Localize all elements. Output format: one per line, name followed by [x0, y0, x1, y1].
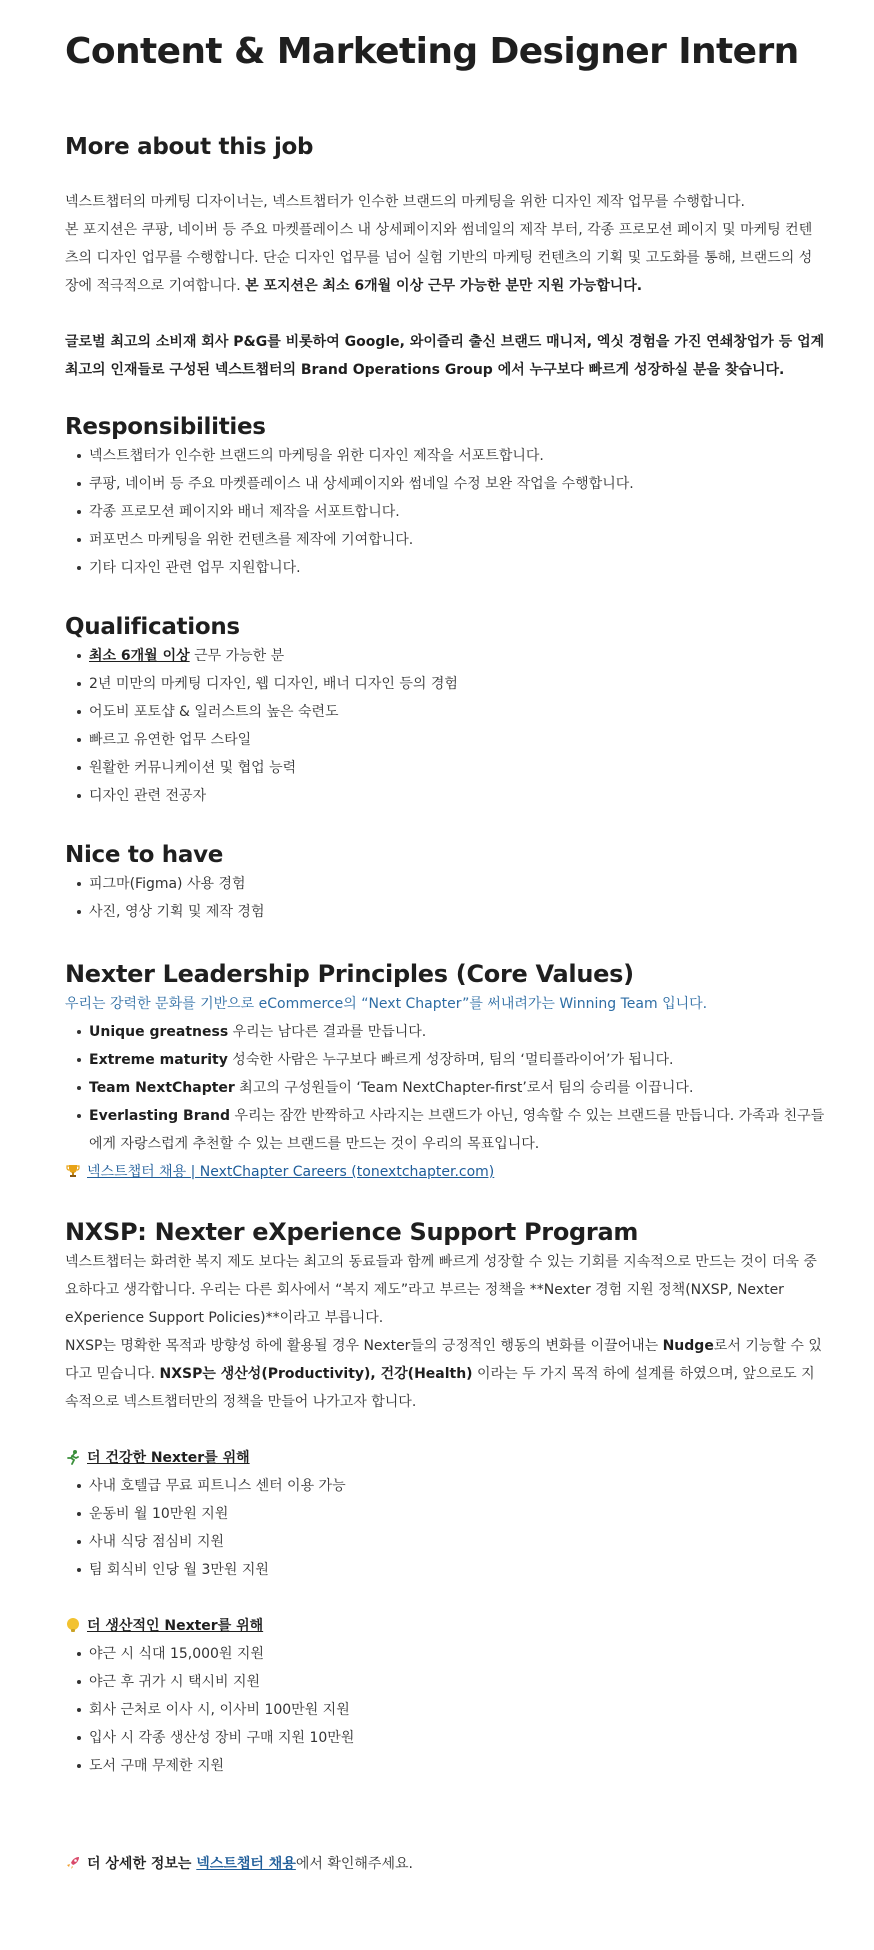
list-item: 원활한 커뮤니케이션 및 협업 능력 [77, 754, 825, 782]
careers-line [65, 1158, 825, 1186]
responsibilities-heading: Responsibilities [65, 414, 266, 440]
principle-text: 우리는 잠깐 반짝하고 사라지는 브랜드가 아닌, 영속할 수 있는 브랜드를 만듭니다. 가족과 친구들에게 자랑스럽게 추천할 수 있는 브랜드를 만드는 것이 우리의 목표입니다. [89, 1108, 825, 1152]
qualifications-heading: Qualifications [65, 614, 240, 640]
trophy-icon [65, 1161, 81, 1177]
list-item: 사진, 영상 기획 및 제작 경험 [77, 898, 825, 926]
list-item: 퍼포먼스 마케팅을 위한 컨텐츠를 제작에 기여합니다. [77, 526, 825, 554]
principle-text: 최고의 구성원들이 ‘Team NextChapter-first’로서 팀의 승리를 이끕니다. [234, 1080, 694, 1096]
principle-text: 성숙한 사람은 누구보다 빠르게 성장하며, 팀의 ‘멀티플라이어’가 됩니다. [227, 1052, 674, 1068]
productivity-title: 더 생산적인 Nexter를 위해 [87, 1618, 264, 1634]
list-item [77, 1018, 825, 1046]
nxsp-heading: NXSP: Nexter eXperience Support Program [65, 1218, 639, 1246]
principle-name: Extreme maturity [89, 1052, 228, 1068]
principles-heading: Nexter Leadership Principles (Core Values) [65, 960, 634, 988]
list-item: 입사 시 각종 생산성 장비 구매 지원 10만원 [77, 1724, 825, 1752]
nxsp-text: NXSP는 명확한 목적과 방향성 하에 활용될 경우 Nexter들의 긍정적인 행동의 변화를 이끌어내는 [65, 1338, 663, 1354]
about-section [65, 188, 825, 384]
job-content [65, 0, 825, 1878]
list-item: 어도비 포토샵 & 일러스트의 높은 숙련도 [77, 698, 825, 726]
responsibilities-list [65, 442, 825, 582]
about-line-1: 넥스트챕터의 마케팅 디자이너는, 넥스트챕터가 인수한 브랜드의 마케팅을 위한 디자인 제작 업무를 수행합니다. [65, 194, 745, 210]
list-item [77, 642, 825, 670]
health-list [65, 1472, 825, 1584]
footer-bold: 더 상세한 정보는 [87, 1856, 197, 1872]
productivity-title-line [65, 1612, 825, 1640]
list-item: 팀 회식비 인당 월 3만원 지원 [77, 1556, 825, 1584]
footer-rest: 에서 확인해주세요. [295, 1856, 413, 1872]
principle-name: Everlasting Brand [89, 1108, 231, 1124]
nice-to-have-heading: Nice to have [65, 842, 224, 868]
list-item: 회사 근처로 이사 시, 이사비 100만원 지원 [77, 1696, 825, 1724]
list-item [77, 1046, 825, 1074]
lightbulb-icon [65, 1615, 81, 1631]
rocket-icon [65, 1853, 81, 1869]
page-title: Content & Marketing Designer Intern [65, 31, 799, 72]
principles-list [65, 1018, 825, 1158]
principle-name: Unique greatness [89, 1024, 229, 1040]
runner-icon [65, 1447, 81, 1463]
list-item: 2년 미만의 마케팅 디자인, 웹 디자인, 배너 디자인 등의 경험 [77, 670, 825, 698]
list-item: 운동비 월 10만원 지원 [77, 1500, 825, 1528]
min-period-rest: 근무 가능한 분 [189, 648, 285, 664]
list-item: 기타 디자인 관련 업무 지원합니다. [77, 554, 825, 582]
footer-line [65, 1850, 825, 1878]
list-item: 각종 프로모션 페이지와 배너 제작을 서포트합니다. [77, 498, 825, 526]
principle-text: 우리는 남다른 결과를 만듭니다. [228, 1024, 427, 1040]
about-heading: More about this job [65, 134, 314, 160]
nxsp-text: 이라는 두 가지 목적 하에 설계를 하였으며, 앞으로도 지속적으로 넥스트챕터만의 정책을 만들어 나가고자 합니다. [65, 1366, 815, 1410]
list-item: 넥스트챕터가 인수한 브랜드의 마케팅을 위한 디자인 제작을 서포트합니다. [77, 442, 825, 470]
list-item: 빠르고 유연한 업무 스타일 [77, 726, 825, 754]
footer-careers-link[interactable]: 넥스트챕터 채용 [196, 1856, 296, 1872]
careers-link[interactable]: 넥스트챕터 채용 | NextChapter Careers (tonextchapter.com) [87, 1164, 495, 1180]
nxsp-paragraph-2 [65, 1332, 825, 1416]
about-group-text: 글로벌 최고의 소비재 회사 P&G를 비롯하여 Google, 와이즐리 출신 브랜드 매니저, 엑싯 경험을 가진 연쇄창업가 등 업계 최고의 인재들로 구성된 넥스트챕터의 Brand Operations Group 에서 누구보다 빠르게 성장하실 분을 찾습니다. [65, 334, 825, 378]
about-body: 본 포지션은 쿠팡, 네이버 등 주요 마켓플레이스 내 상세페이지와 썸네일의 제작 부터, 각종 프로모션 페이지 및 마케팅 컨텐츠의 디자인 업무를 수행합니다. 단순 디자인 업무를 넘어 실험 기반의 마케팅 컨텐츠의 기획 및 고도화를 통해, 브랜드의 성장에 적극적으로 기여합니다. [65, 222, 813, 294]
nxsp-text: 로서 기능할 수 있다고 믿습니다. [65, 1338, 822, 1382]
productivity-list [65, 1640, 825, 1780]
list-item: 사내 호텔급 무료 피트니스 센터 이용 가능 [77, 1472, 825, 1500]
principles-intro: 우리는 강력한 문화를 기반으로 eCommerce의 “Next Chapter”를 써내려가는 Winning Team 입니다. [65, 996, 708, 1012]
health-title: 더 건강한 Nexter를 위해 [87, 1450, 250, 1466]
qualifications-list [65, 642, 825, 810]
nxsp-goals: NXSP는 생산성(Productivity), 건강(Health) [159, 1366, 473, 1382]
about-requirement: 본 포지션은 최소 6개월 이상 근무 가능한 분만 지원 가능합니다. [245, 278, 643, 294]
list-item [77, 1074, 825, 1102]
about-paragraph-1 [65, 188, 825, 300]
nudge-text: Nudge [662, 1338, 714, 1354]
list-item: 쿠팡, 네이버 등 주요 마켓플레이스 내 상세페이지와 썸네일 수정 보완 작업을 수행합니다. [77, 470, 825, 498]
min-period: 최소 6개월 이상 [89, 648, 190, 664]
principle-name: Team NextChapter [89, 1080, 235, 1096]
list-item: 피그마(Figma) 사용 경험 [77, 870, 825, 898]
list-item: 도서 구매 무제한 지원 [77, 1752, 825, 1780]
nxsp-paragraph-1: 넥스트챕터는 화려한 복지 제도 보다는 최고의 동료들과 함께 빠르게 성장할 수 있는 기회를 지속적으로 만드는 것이 더욱 중요하다고 생각합니다. 우리는 다른 회사에서 “복지 제도”라고 부르는 정책을 **Nexter 경험 지원 정책(NXSP, Nexter eXperience Support Policies)**이라고 부릅니다. [65, 1254, 817, 1326]
health-title-line [65, 1444, 825, 1472]
list-item: 사내 식당 점심비 지원 [77, 1528, 825, 1556]
list-item: 야근 후 귀가 시 택시비 지원 [77, 1668, 825, 1696]
list-item [77, 1102, 825, 1158]
list-item: 디자인 관련 전공자 [77, 782, 825, 810]
nice-to-have-list [65, 870, 825, 926]
about-paragraph-2 [65, 328, 825, 384]
list-item: 야근 시 식대 15,000원 지원 [77, 1640, 825, 1668]
